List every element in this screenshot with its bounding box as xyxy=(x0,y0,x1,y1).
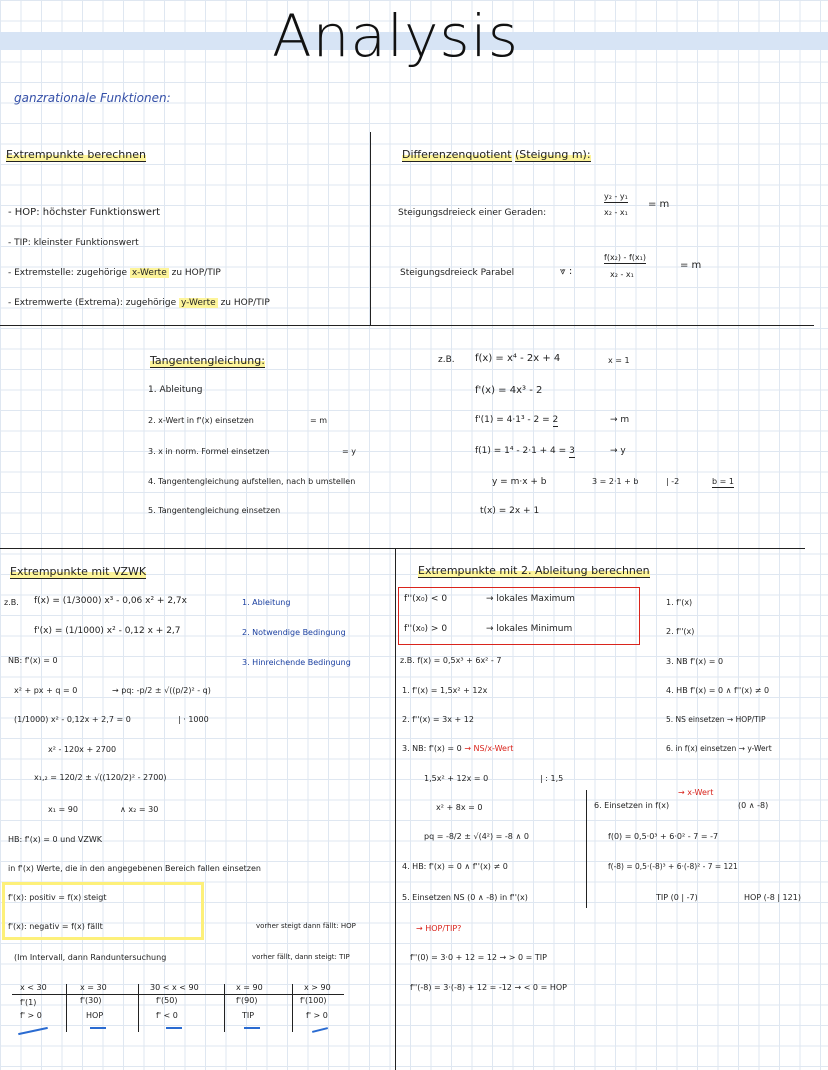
abl2-line-3a-op: | : 1,5 xyxy=(540,774,564,783)
abl2-f8: f(-8) = 0,5·(-8)³ + 6·(-8)² - 7 = 121 xyxy=(608,862,738,871)
vzwk-step-3: 3. Hinreichende Bedingung xyxy=(242,658,351,667)
vzwk-table-head: x > 90 xyxy=(304,983,331,992)
abl2-max-result: → lokales Maximum xyxy=(486,594,575,604)
abl2-heading: Extrempunkte mit 2. Ableitung berechnen xyxy=(418,564,650,577)
tangente-fp1-result: → m xyxy=(610,415,630,425)
abl2-line-4: 4. HB: f'(x) = 0 ∧ f''(x) ≠ 0 xyxy=(402,862,508,871)
extremwert-def: - Extremwerte (Extrema): zugehörige y-Werte zu HOP/TIP xyxy=(8,298,270,308)
tangente-step-4: 4. Tangentengleichung aufstellen, nach b umstellen xyxy=(148,477,356,486)
check-mark xyxy=(166,1027,182,1029)
vzwk-table-cell: f'(1) xyxy=(20,998,37,1007)
abl2-step6-values: (0 ∧ -8) xyxy=(738,801,769,810)
check-mark xyxy=(244,1027,260,1029)
abl2-min-result: → lokales Minimum xyxy=(486,624,573,634)
abl2-line-5: 5. Einsetzen NS (0 ∧ -8) in f''(x) xyxy=(402,893,528,902)
page-title: Analysis xyxy=(272,2,519,70)
abl2-step-6: 6. in f(x) einsetzen → y-Wert xyxy=(666,744,772,753)
vzwk-table-head: x = 30 xyxy=(80,983,107,992)
abl2-line-6a: f''(0) = 3·0 + 12 = 12 → > 0 = TIP xyxy=(410,953,547,962)
abl2-line-3a: 1,5x² + 12x = 0 xyxy=(424,774,489,783)
tangente-y: y = m·x + b xyxy=(492,477,547,487)
vzwk-pq1: x² + px + q = 0 xyxy=(14,686,78,695)
abl2-tip: TIP (0 | -7) xyxy=(656,893,698,902)
divider-h1 xyxy=(0,325,814,326)
vzwk-table-cell: f'(50) xyxy=(156,996,178,1005)
tangente-f1-result: → y xyxy=(610,446,626,456)
parabel-sym: ⩔ : xyxy=(560,266,573,277)
vzwk-steigt: f'(x): positiv = f(x) steigt xyxy=(8,893,107,902)
check-mark xyxy=(312,1027,328,1033)
abl2-zb: z.B. f(x) = 0,5x³ + 6x² - 7 xyxy=(400,656,502,665)
abl2-line-6b: f''(-8) = 3·(-8) + 12 = -12 → < 0 = HOP xyxy=(410,983,567,992)
abl2-inner-divider xyxy=(586,790,587,908)
vzwk-table-sep xyxy=(138,984,139,1032)
abl2-f0: f(0) = 0,5·0³ + 6·0² - 7 = -7 xyxy=(608,832,719,841)
abl2-hop: HOP (-8 | 121) xyxy=(744,893,801,902)
abl2-step6-title: 6. Einsetzen in f(x) xyxy=(594,801,670,810)
tangente-x1: x = 1 xyxy=(608,356,630,365)
abl2-line-3b: x² + 8x = 0 xyxy=(436,803,483,812)
vzwk-faellt: f'(x): negativ = f(x) fällt xyxy=(8,922,103,931)
abl2-line-5-result: → HOP/TIP? xyxy=(416,924,462,933)
abl2-step-4: 4. HB f'(x) = 0 ∧ f''(x) ≠ 0 xyxy=(666,686,770,695)
gerade-eq: = m xyxy=(648,199,670,210)
vzwk-pq2: → pq: -p/2 ± √((p/2)² - q) xyxy=(112,686,211,695)
abl2-min-condition: f''(x₀) > 0 xyxy=(404,624,448,634)
vzwk-intervall: (Im Intervall, dann Randuntersuchung xyxy=(14,953,167,962)
tangente-fp: f'(x) = 4x³ - 2 xyxy=(475,385,543,396)
vzwk-table-head: x = 90 xyxy=(236,983,263,992)
vzwk-eq2: x² - 120x + 2700 xyxy=(48,745,117,754)
check-mark xyxy=(18,1027,48,1035)
differenzen-heading: Differenzenquotient (Steigung m): xyxy=(402,148,591,161)
parabel-eq: = m xyxy=(680,260,702,271)
vzwk-table-cell: f'(100) xyxy=(300,996,327,1005)
vzwk-step-1: 1. Ableitung xyxy=(242,598,291,607)
hop-def: - HOP: höchster Funktionswert xyxy=(8,207,161,218)
vzwk-eq3: x₁,₂ = 120/2 ± √((120/2)² - 2700) xyxy=(34,773,167,782)
tip-def: - TIP: kleinster Funktionswert xyxy=(8,238,139,248)
vzwk-heading: Extrempunkte mit VZWK xyxy=(10,565,147,578)
tangente-step-1: 1. Ableitung xyxy=(148,385,203,395)
vzwk-table-cell: f' > 0 xyxy=(306,1011,328,1020)
vzwk-nb: NB: f'(x) = 0 xyxy=(8,656,58,665)
abl2-step-3: 3. NB f'(x) = 0 xyxy=(666,657,724,666)
vzwk-vorher: vorher steigt dann fällt: HOP xyxy=(256,922,356,930)
vzwk-x2: ∧ x₂ = 30 xyxy=(120,805,159,814)
abl2-line-3c: pq = -8/2 ± √(4²) = -8 ∧ 0 xyxy=(424,832,529,841)
gerade-den: x₂ - x₁ xyxy=(604,208,628,217)
extremstelle-def: - Extremstelle: zugehörige x-Werte zu HOP/TIP xyxy=(8,268,221,278)
divider-bottom xyxy=(395,548,396,1070)
vzwk-x1: x₁ = 90 xyxy=(48,805,78,814)
vzwk-eq1: (1/1000) x² - 0,12x + 2,7 = 0 xyxy=(14,715,131,724)
vzwk-f: f(x) = (1/3000) x³ - 0,06 x² + 2,7x xyxy=(34,596,187,606)
tangente-heading: Tangentengleichung: xyxy=(150,354,265,367)
vzwk-table-sep xyxy=(224,984,225,1032)
gerade-num: y₂ - y₁ xyxy=(604,192,628,201)
tangente-step-5: 5. Tangentengleichung einsetzen xyxy=(148,506,281,515)
tangente-fp1: f'(1) = 4·1³ - 2 = 2 xyxy=(475,415,559,425)
vzwk-zb: z.B. xyxy=(4,598,19,607)
vzwk-fp: f'(x) = (1/1000) x² - 0,12 x + 2,7 xyxy=(34,626,181,636)
extrempunkte-heading: Extrempunkte berechnen xyxy=(6,148,146,161)
vzwk-table-sep xyxy=(292,984,293,1032)
vzwk-intervall2: vorher fällt, dann steigt: TIP xyxy=(252,953,350,961)
parabel-num: f(x₂) - f(x₁) xyxy=(604,253,646,262)
abl2-line-2: 2. f''(x) = 3x + 12 xyxy=(402,715,474,724)
abl2-xwert: → x-Wert xyxy=(678,788,714,797)
vzwk-table-head: x < 30 xyxy=(20,983,47,992)
vzwk-step-2: 2. Notwendige Bedingung xyxy=(242,628,346,637)
abl2-line-3: 3. NB: f'(x) = 0 → NS/x-Wert xyxy=(402,744,514,753)
vzwk-table-cell: f' > 0 xyxy=(20,1011,42,1020)
vzwk-hb: HB: f'(x) = 0 und VZWK xyxy=(8,835,103,844)
tangente-y-sub: 3 = 2·1 + b xyxy=(592,477,639,486)
gerade-label: Steigungsdreieck einer Geraden: xyxy=(398,208,547,218)
tangente-y-op: | -2 xyxy=(666,477,680,486)
vzwk-eq1-op: | · 1000 xyxy=(178,715,209,724)
tangente-zb: z.B. xyxy=(438,355,455,365)
tangente-step-3: 3. x in norm. Formel einsetzen xyxy=(148,447,270,456)
vzwk-table-head: 30 < x < 90 xyxy=(150,983,199,992)
divider-top xyxy=(370,132,371,326)
tangente-b: b = 1 xyxy=(712,477,734,486)
tangente-f1: f(1) = 1⁴ - 2·1 + 4 = 3 xyxy=(475,446,575,456)
parabel-label: Steigungsdreieck Parabel xyxy=(400,268,515,278)
abl2-max-condition: f''(x₀) < 0 xyxy=(404,594,448,604)
divider-h2 xyxy=(0,548,805,549)
tangente-f: f(x) = x⁴ - 2x + 4 xyxy=(475,353,561,364)
abl2-step-2: 2. f''(x) xyxy=(666,627,695,636)
tangente-t: t(x) = 2x + 1 xyxy=(480,506,540,516)
abl2-step-1: 1. f'(x) xyxy=(666,598,693,607)
tangente-step-3-result: = y xyxy=(342,447,356,456)
vzwk-table-cell: f' < 0 xyxy=(156,1011,178,1020)
vzwk-table-cell: HOP xyxy=(86,1011,104,1020)
vzwk-table-cell: f'(30) xyxy=(80,996,102,1005)
parabel-den: x₂ - x₁ xyxy=(610,270,634,279)
vzwk-table-cell: f'(90) xyxy=(236,996,258,1005)
abl2-step-5: 5. NS einsetzen → HOP/TIP xyxy=(666,715,766,724)
vzwk-werte: in f'(x) Werte, die in den angegebenen Bereich fallen einsetzen xyxy=(8,864,261,873)
vzwk-table-line xyxy=(12,994,344,995)
tangente-step-2: 2. x-Wert in f'(x) einsetzen xyxy=(148,416,254,425)
tangente-step-2-result: = m xyxy=(310,416,328,425)
vzwk-table-cell: TIP xyxy=(242,1011,255,1020)
vzwk-table-sep xyxy=(66,984,67,1032)
abl2-line-1: 1. f'(x) = 1,5x² + 12x xyxy=(402,686,488,695)
subtitle: ganzrationale Funktionen: xyxy=(14,91,171,105)
check-mark xyxy=(90,1027,106,1029)
